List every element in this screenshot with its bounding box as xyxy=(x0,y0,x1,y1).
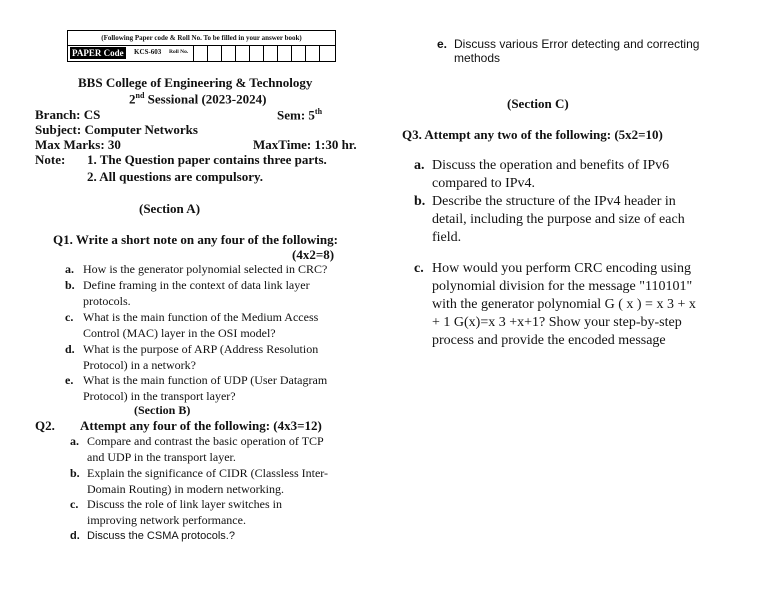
q3-item-c: c. How would you perform CRC encoding using polynomial division for the message "110101" with the generator polynomial G ( x ) = x 3 + x + 1 G(x)=x 3 +x+1? Show your step-by-step process and provide the encoded message xyxy=(414,261,696,348)
paper-header-box xyxy=(67,30,336,62)
q2-number: Q2. xyxy=(35,418,55,433)
q2-item-d: d. Discuss the CSMA protocols.? xyxy=(70,530,235,542)
q3-title: Q3. Attempt any two of the following: (5x2=10) xyxy=(402,127,663,142)
q2-item-b: b. Explain the significance of CIDR (Classless Inter- Domain Routing) in modern networking. xyxy=(70,466,329,496)
q1-item-e: e. What is the main function of UDP (User Datagram Protocol) in the transport layer? xyxy=(65,373,328,403)
q1-title: Q1. Write a short note on any four of the following: xyxy=(53,232,338,247)
note-label: Note: xyxy=(35,152,66,167)
subject: Subject: Computer Networks xyxy=(35,122,198,137)
q3-item-b: b. Describe the structure of the IPv4 header in detail, including the purpose and size of each field. xyxy=(414,194,685,245)
roll-no-label: Roll No. xyxy=(169,49,189,55)
q1-item-c: c. What is the main function of the Medium Access Control (MAC) layer in the OSI model? xyxy=(65,310,319,340)
section-a-title: (Section A) xyxy=(139,201,201,216)
max-time: MaxTime: 1:30 hr. xyxy=(253,137,357,152)
q1-marks: (4x2=8) xyxy=(292,247,335,262)
semester: Sem: 5th xyxy=(277,107,323,123)
q2-title: Attempt any four of the following: (4x3=12) xyxy=(80,418,322,433)
q1-item-d: d. What is the purpose of ARP (Address Resolution Protocol) in a network? xyxy=(65,342,319,372)
q2-item-a: a. Compare and contrast the basic operation of TCP and UDP in the transport layer. xyxy=(70,434,324,464)
paper-code: KCS-603 xyxy=(134,48,162,56)
branch: Branch: CS xyxy=(35,107,101,122)
note-1: 1. The Question paper contains three parts. xyxy=(87,152,327,167)
section-b-title: (Section B) xyxy=(134,403,191,417)
q3-item-a: a. Discuss the operation and benefits of IPv6 compared to IPv4. xyxy=(414,158,670,191)
paper-code-row xyxy=(68,45,335,62)
roll-no-cells xyxy=(193,45,333,62)
college-name: BBS College of Engineering & Technology xyxy=(78,75,313,90)
header-notice: (Following Paper code & Roll No. To be filled in your answer book) xyxy=(68,31,335,46)
q1-item-b: b. Define framing in the context of data link layer protocols. xyxy=(65,278,310,308)
max-marks: Max Marks: 30 xyxy=(35,137,121,152)
sessional-title: 2nd Sessional (2023-2024) xyxy=(129,91,267,107)
q1-item-a: a. How is the generator polynomial selected in CRC? xyxy=(65,262,328,276)
q2-item-c: c. Discuss the role of link layer switches in improving network performance. xyxy=(70,497,282,527)
section-c-title: (Section C) xyxy=(507,96,569,111)
note-2: 2. All questions are compulsory. xyxy=(87,169,264,184)
q2-item-e: e. Discuss various Error detecting and correcting methods xyxy=(437,37,700,65)
paper-code-label: PAPER Code xyxy=(72,48,124,58)
